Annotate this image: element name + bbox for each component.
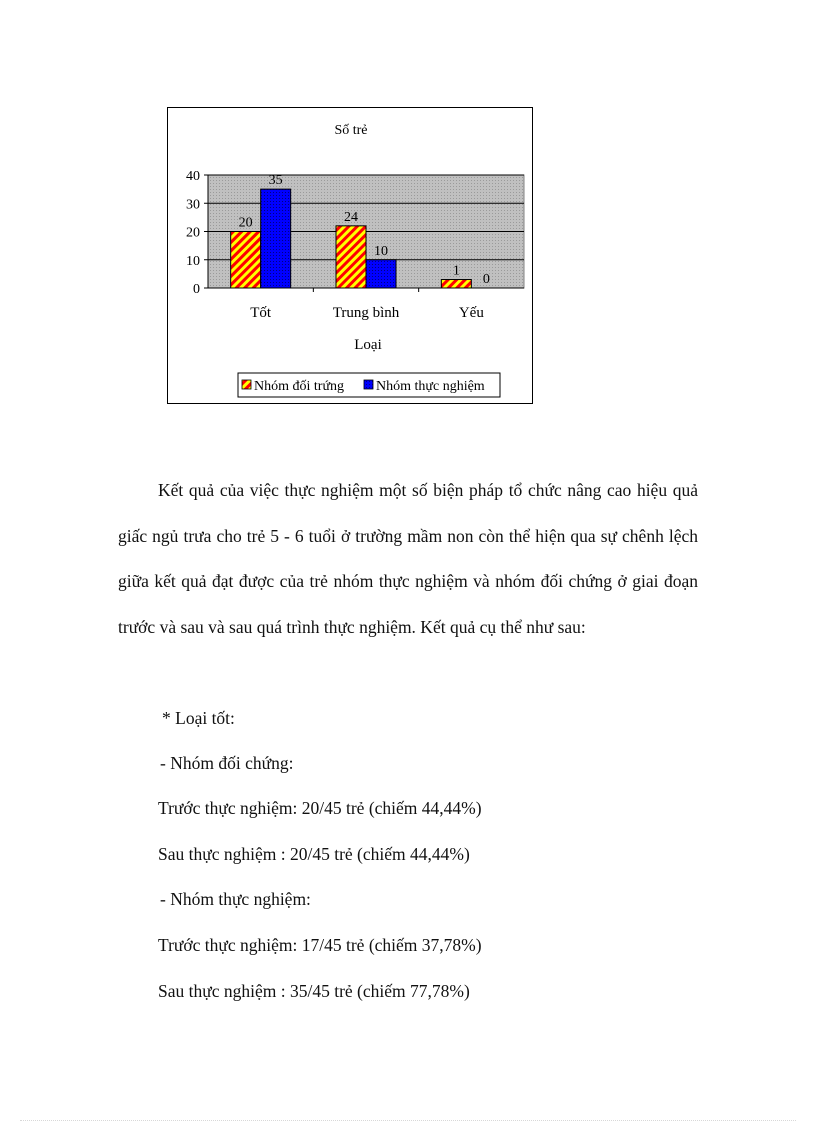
- legend-swatch-control: [242, 380, 251, 389]
- y-tick-label: 40: [186, 169, 200, 184]
- x-tick-label: Tốt: [250, 305, 272, 321]
- heading-good: * Loại tốt:: [162, 708, 235, 728]
- y-tick-label: 10: [186, 253, 200, 269]
- data-label: 1: [452, 263, 460, 279]
- page-bottom-border: [20, 1120, 796, 1121]
- data-label: 0: [482, 272, 490, 287]
- x-axis-label: Loại: [354, 337, 382, 353]
- bar-chart: [167, 107, 533, 404]
- legend-label-experimental: Nhóm thực nghiệm: [376, 379, 485, 394]
- chart-canvas: [168, 108, 534, 405]
- data-label: 10: [374, 243, 388, 259]
- bar-control: [441, 280, 471, 288]
- data-label: 20: [238, 215, 253, 231]
- bar-control: [231, 232, 261, 289]
- control-before: Trước thực nghiệm: 20/45 trẻ (chiếm 44,44%): [158, 798, 482, 818]
- data-label: 35: [268, 173, 283, 189]
- body-paragraph: Kết quả của việc thực nghiệm một số biện pháp tổ chức nâng cao hiệu quả giấc ngủ trưa cho trẻ 5 - 6 tuổi ở trường mầm non còn thể hiện qua sự chênh lệch giữa kết quả đạt được của trẻ nhóm thực nghiệm và nhóm đối chứng ở giai đoạn trước và sau và sau quá trình thực nghiệm. Kết quả cụ thể như sau:: [118, 480, 698, 637]
- bar-control: [336, 226, 366, 288]
- experimental-group-label: - Nhóm thực nghiệm:: [160, 889, 311, 909]
- bar-experimental: [366, 260, 396, 288]
- y-tick-label: 30: [186, 197, 200, 213]
- x-tick-label: Trung bình: [332, 305, 400, 321]
- y-tick-label: 0: [193, 282, 200, 297]
- control-after: Sau thực nghiệm : 20/45 trẻ (chiếm 44,44%): [158, 844, 470, 864]
- experimental-before: Trước thực nghiệm: 17/45 trẻ (chiếm 37,78%): [158, 935, 482, 955]
- data-label: 24: [344, 209, 358, 225]
- control-group-label: - Nhóm đối chứng:: [160, 753, 294, 773]
- legend: [238, 373, 500, 397]
- y-tick-label: 20: [186, 225, 200, 241]
- x-tick-label: Yếu: [458, 305, 484, 321]
- experimental-after: Sau thực nghiệm : 35/45 trẻ (chiếm 77,78%): [158, 981, 470, 1001]
- bar-experimental: [261, 189, 291, 288]
- chart-title: Số trẻ: [334, 123, 368, 138]
- legend-swatch-experimental: [364, 380, 373, 389]
- legend-label-control: Nhóm đối trứng: [254, 379, 345, 394]
